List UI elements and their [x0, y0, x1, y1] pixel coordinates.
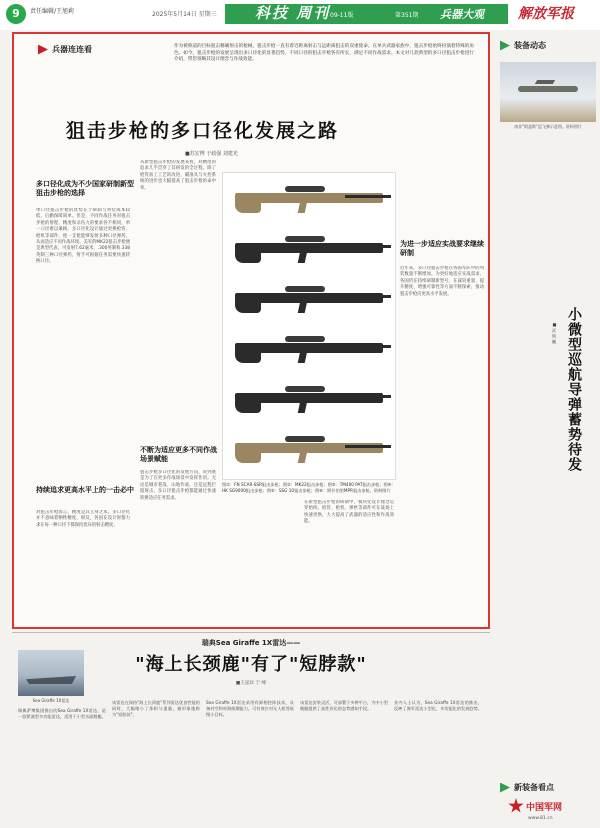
subhead-3: 不断为适应更多不同作战场景赋能 — [140, 446, 217, 463]
equipment-news-tag — [500, 40, 546, 51]
rifle-image-6 — [227, 427, 393, 471]
bottom-kicker: 瑞典Sea Giraffe 1X雷达—— — [201, 639, 301, 647]
radar-caption: Sea Giraffe 1X雷达 — [32, 698, 70, 703]
issue-date: 2025年5月14日 星期三 — [152, 11, 217, 18]
side-article-title: 小微型巡航导弹蓄势待发 — [566, 307, 582, 472]
watermark-url: www.81.cn — [528, 816, 553, 821]
column-1b-text: 对狙击步枪而言，精度是其立身之本。多口径化并不意味着牺牲精度，相反，各国在设计时都力求在每一种口径下都保持优异的射击精度。 — [36, 510, 130, 528]
column-brand: 兵器大观 — [440, 8, 484, 21]
rifle-photo-panel — [222, 172, 396, 480]
rifle-caption: 图①：FN SCAR-SSR狙击步枪；图②：MK22狙击步枪；图③：TM400 PAT狙击步枪；图④：HK SG9000狙击步枪；图⑤：SSG 10狙击步枪；图⑥：阿什伯里MPR狙击步枪。资料图片 — [222, 482, 396, 493]
new-equipment-tag — [500, 782, 554, 793]
drone-fin — [535, 80, 555, 84]
rifle-image-1 — [227, 177, 393, 221]
subhead-2: 持续追求更高水平上的一击必中 — [36, 486, 134, 494]
subhead-1: 多口径化成为不少国家研制新型狙击步枪的选择 — [36, 180, 134, 197]
drone-photo — [500, 62, 596, 122]
column-2b-text: 狙击步枪多口径化的发展方向，说到底是为了在更多作战场景中发挥作用。无论是城市巷战、山地作战，还是远程拦阻射击，多口径狙击步枪都能通过快速转换适应任务需求。 — [140, 470, 216, 501]
equipment-news-label: 装备动态 — [514, 41, 546, 50]
section-title: 科技 周刊 — [255, 4, 331, 22]
right-body-text — [500, 460, 596, 760]
weapons-watch-tag — [38, 44, 92, 55]
radar-photo — [18, 650, 84, 696]
subhead-4: 为进一步适应实战要求继续研制 — [400, 240, 484, 257]
issue-number: 第351期 — [395, 12, 419, 19]
article-byline: ■苏宏博 于政强 刘建光 — [185, 151, 238, 157]
rifle-image-5 — [227, 377, 393, 421]
weapons-watch-label: 兵器连连看 — [52, 45, 92, 54]
bottom-divider — [12, 632, 490, 633]
editor-line: 责任编辑/王旭莉 — [30, 8, 75, 15]
rifle-image-2 — [227, 227, 393, 271]
drone-caption: 南非"阿盖斯"巡飞弹示意图。资料图片 — [514, 124, 582, 129]
rifle-image-4 — [227, 327, 393, 371]
bottom-byline: ■王泓烊 于 峰 — [235, 681, 267, 686]
flag-icon — [38, 45, 48, 55]
column-2-text: 从新型狙击步枪的发展来看，对精度的追求几乎贯穿了其研发的全过程。除了枪管加工工艺的改进，瞄准具与火控系统的进步也大幅提高了狙击步枪的命中率。 — [140, 160, 216, 191]
page-header — [0, 0, 600, 30]
article-intro: 作为被称道的目标狙击精确射击的枪械，狙击步枪一直有着近距离射击与远距离狙击的双重使命。在单兵武器家族中，狙击步枪始终扮演着特殊的角色。如今，狙击步枪的发展呈现出多口径化的显著趋势，不同口径的狙击步枪各有所长，满足不同作战需求。本文对几款典型的多口径狙击步枪进行介绍，带您领略其设计理念与作战效能。 — [174, 44, 474, 63]
drone-body — [518, 86, 578, 92]
new-equipment-label: 新装备看点 — [514, 783, 554, 792]
site-watermark — [508, 798, 562, 814]
column-4-text: 近年来，多口径狙击步枪在各国军队中的列装数量不断增加。为更好地适应实战需求，各国仍在持续研制新型号，在减轻重量、提升精度、增强可靠性等方面不断探索，推动狙击步枪向更高水平发展。 — [400, 266, 484, 297]
bottom-column-2: 该雷达在保持"海上长颈鹿"系列雷达优良性能的同时，大幅缩小了体积与重量，被形象地称为"短脖款"。 — [112, 700, 200, 718]
page-range: 09-11版 — [330, 12, 354, 19]
bottom-column-5: 业内人士认为，Sea Giraffe 1X雷达的推出，反映了海军雷达小型化、多功能化的发展趋势。 — [394, 700, 482, 712]
side-article-byline: ■ 武 琰 巍 — [552, 322, 557, 344]
flag-icon — [500, 41, 510, 51]
bottom-column-1: 瑞典萨博集团推出的Sea Giraffe 1X雷达，是一款紧凑型多功能雷达，适用于小型水面舰艇。 — [18, 708, 106, 720]
column-1-text: 单口径狙击步枪的优势在于研制与列装成本较低，后勤保障简单。但是，不同作战任务对狙击步枪的射程、精度和杀伤力的要求各不相同，单一口径难以兼顾。多口径化设计通过更换枪管、枪机等部件，使一支枪能够发射多种口径弹药，从而适应不同作战环境。美军的MK22狙击步枪便是典型代表，可发射7.62毫米、.300英制和.338英制三种口径弹药，射手可根据任务需要快速转换口径。 — [36, 208, 130, 265]
rifle-image-3 — [227, 277, 393, 321]
star-icon — [508, 798, 524, 814]
article-title: 狙击步枪的多口径化发展之路 — [66, 120, 340, 142]
bottom-title: "海上长颈鹿"有了"短脖款" — [135, 654, 367, 675]
right-intro-text — [500, 140, 596, 290]
page-number: 9 — [6, 4, 26, 24]
flag-icon — [500, 783, 510, 793]
bottom-column-4: 该雷达安装灵活，可部署于多种平台，为中小型舰艇提供了高性价比的态势感知手段。 — [300, 700, 388, 712]
column-3-text: 在新型狙击步枪的研制中，模块化设计理念贯穿始终。枪管、枪机、弹匣等部件可在战场上快速更换，大大提高了武器的适应性和作战效能。 — [304, 500, 394, 525]
watermark-name: 中国军网 — [526, 802, 563, 813]
newspaper-logo: 解放军报 — [518, 6, 574, 22]
bottom-column-3: Sea Giraffe 1X雷达采用有源相控阵技术，具备对空和对海探测能力，可有效应对无人机等低慢小目标。 — [206, 700, 294, 718]
